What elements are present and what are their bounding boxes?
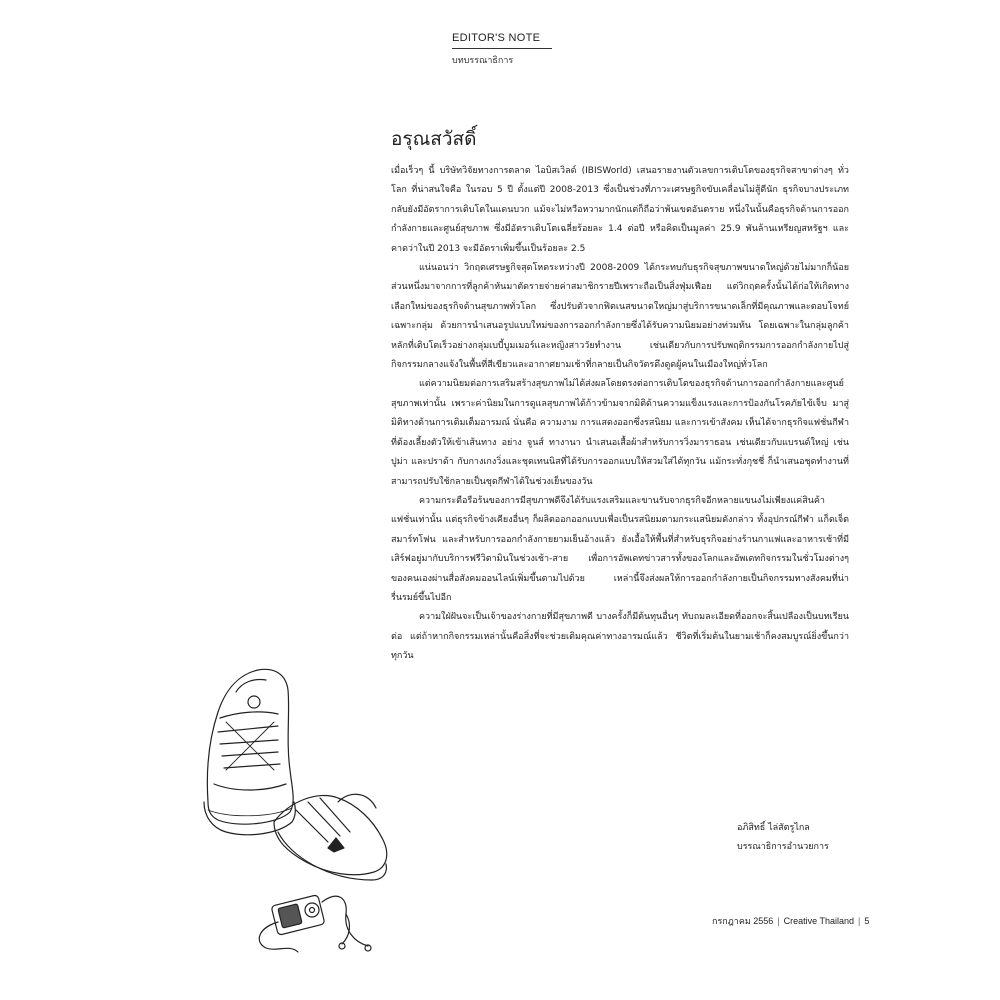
greeting-heading: อรุณสวัสดิ์ [391, 128, 477, 150]
music-player-icon [271, 895, 325, 936]
article-body [391, 162, 849, 667]
section-header [452, 32, 552, 67]
paragraph: แน่นอนว่า วิกฤตเศรษฐกิจสุดโหดระหว่างปี 2008-2009 ได้กระทบกับธุรกิจสุขภาพขนาดใหญ่ด้วยไม่มากก็น้อย ส่วนหนึ่งมาจากการที่ลูกค้าหันมาตัดรายจ่ายค่าสมาชิกรายปีเพราะถือเป็นสิ่งฟุ่มเฟือย แต่วิกฤตครั้งนั้นได้ก่อให้เกิดทางเลือกใหม่ของธุรกิจด้านสุขภาพทั่วโลก ซึ่งปรับตัวจากฟิตเนสขนาดใหญ่มาสู่บริการขนาดเล็กที่มีคุณภาพและตอบโจทย์เฉพาะกลุ่ม ด้วยการนำเสนอรูปแบบใหม่ของการออกกำลังกายซึ่งได้รับความนิยมอย่างท่วมท้น โดยเฉพาะในกลุ่มลูกค้าหลักที่เติบโตเร็วอย่างกลุ่มเบบี้บูมเมอร์และหญิงสาววัยทำงาน เช่นเดียวกับการปรับพฤติกรรมการออกกำลังกายไปสู่กิจกรรมกลางแจ้งในพื้นที่สีเขียวและอากาศยามเช้าที่กลายเป็นกิจวัตรดึงดูดผู้คนในเมืองใหญ่ทั่วโลก [391, 263, 849, 371]
section-title-th: บทบรรณาธิการ [452, 56, 514, 66]
footer-magazine: Creative Thailand [783, 916, 855, 926]
signature-block [737, 819, 829, 857]
footer-issue: กรกฎาคม 2556 [712, 916, 774, 926]
page-footer: กรกฎาคม 2556 | Creative Thailand | 5 [712, 916, 870, 926]
signature-name: อภิสิทธิ์ ไล่สัตรูไกล [737, 823, 810, 833]
paragraph: ความกระตือรือร้นของการมีสุขภาพดีจึงได้รับแรงเสริมและขานรับจากธุรกิจอีกหลายแขนงไม่เพียงแค่สินค้าแฟชั่นเท่านั้น แต่ธุรกิจข้างเคียงอื่นๆ ก็ผลิตออกออกแบบเพื่อเป็นรสนิยมตามกระแสนิยมดังกล่าว ทั้งอุปกรณ์กีฬา แก็ดเจ็ต สมาร์ทโฟน และสำหรับการออกกำลังกายยามเย็นอ้างแล้ว ยังเอื้อให้พื้นที่สำหรับธุรกิจอย่างร้านกาแฟและอาหารเช้าที่มีเสิร์ฟอยู่มากับบริการฟรีวิตามินในช่วงเช้า-สาย เพื่อการอัพเดทข่าวสารทั้งของโลกและอัพเดทกิจกรรมในชั่วโมงต่างๆ ของคนเองผ่านสื่อสังคมออนไลน์เพิ่มขึ้นตามไปด้วย เหล่านี้จึงส่งผลให้การออกกำลังกายเป็นกิจกรรมทางสังคมที่น่ารื่นรมย์ขึ้นไปอีก [391, 495, 849, 603]
sneaker-icon [204, 669, 295, 834]
footer-page-number: 5 [864, 916, 870, 926]
sneakers-drawing [178, 652, 390, 962]
paragraph: เมื่อเร็วๆ นี้ บริษัทวิจัยทางการตลาด ไอบิสเวิลด์ (IBISWorld) เสนอรายงานตัวเลขการเติบโตของธุรกิจสาขาต่างๆ ทั่วโลก ที่น่าสนใจคือ ในรอบ 5 ปี ตั้งแต่ปี 2008-2013 ซึ่งเป็นช่วงที่ภาวะเศรษฐกิจขับเคลื่อนไม่สู้ดีนัก ธุรกิจบางประเภทกลับยังมีอัตราการเติบโตในแดนบวก แม้จะไม่หวือหวามากนักแต่ก็ถือว่าพ้นเขตอันตราย หนึ่งในนั้นคือธุรกิจด้านการออกกำลังกายและศูนย์สุขภาพ ซึ่งมีอัตราเติบโตเฉลี่ยร้อยละ 1.4 ต่อปี หรือคิดเป็นมูลค่า 25.9 พันล้านเหรียญสหรัฐฯ และคาดว่าในปี 2013 จะมีอัตราเพิ่มขึ้นเป็นร้อยละ 2.5 [391, 166, 849, 254]
sneakers-illustration [178, 652, 390, 962]
signature-role: บรรณาธิการอำนวยการ [737, 842, 829, 852]
section-title-en: EDITOR'S NOTE [452, 32, 552, 49]
paragraph: แต่ความนิยมต่อการเสริมสร้างสุขภาพไม่ได้ส่งผลโดยตรงต่อการเติบโตของธุรกิจด้านการออกกำลังกายและศูนย์สุขภาพเท่านั้น เพราะค่านิยมในการดูแลสุขภาพได้ก้าวข้ามจากมิติด้านความแข็งแรงและการป้องกันโรคภัยไข้เจ็บ มาสู่มิติทางด้านการเติมเต็มอารมณ์ นั่นคือ ความงาม การแสดงออกซึ่งรสนิยม และการเข้าสังคม เห็นได้จากธุรกิจแฟชั่นกีฬาที่ต้องเลี้ยงตัวให้เข้าเส้นทาง อย่าง จูนส์ ทางานา นำเสนอเสื้อผ้าสำหรับการวิ่งมาราธอน เช่นเดียวกับแบรนด์ใหญ่ เช่น ปูม่า และปราด้า กับกางเกงวิ่งและชุดเทนนิสที่ได้รับการออกแบบให้สวมใส่ได้ทุกวัน แม้กระทั่งกุชชี่ ก็นำเสนอชุดทำงานที่สามารถปรับใช้กลายเป็นชุดกีฬาได้ในช่วงเย็นของวัน [391, 379, 849, 487]
sneaker-icon [274, 794, 387, 880]
paragraph: ความใฝ่ฝันจะเป็นเจ้าของร่างกายที่มีสุขภาพดี บางครั้งก็มีต้นทุนอื่นๆ ทับถมละเอียดที่ออกจะสิ้นเปลืองเป็นบทเรียนต่อ แต่ถ้าหากกิจกรรมเหล่านั้นคือสิ่งที่จะช่วยเติมคุณค่าทางอารมณ์แล้ว ชีวิตที่เริ่มต้นในยามเช้าก็คงสมบูรณ์ยิ่งขึ้นกว่าทุกวัน [391, 612, 849, 662]
